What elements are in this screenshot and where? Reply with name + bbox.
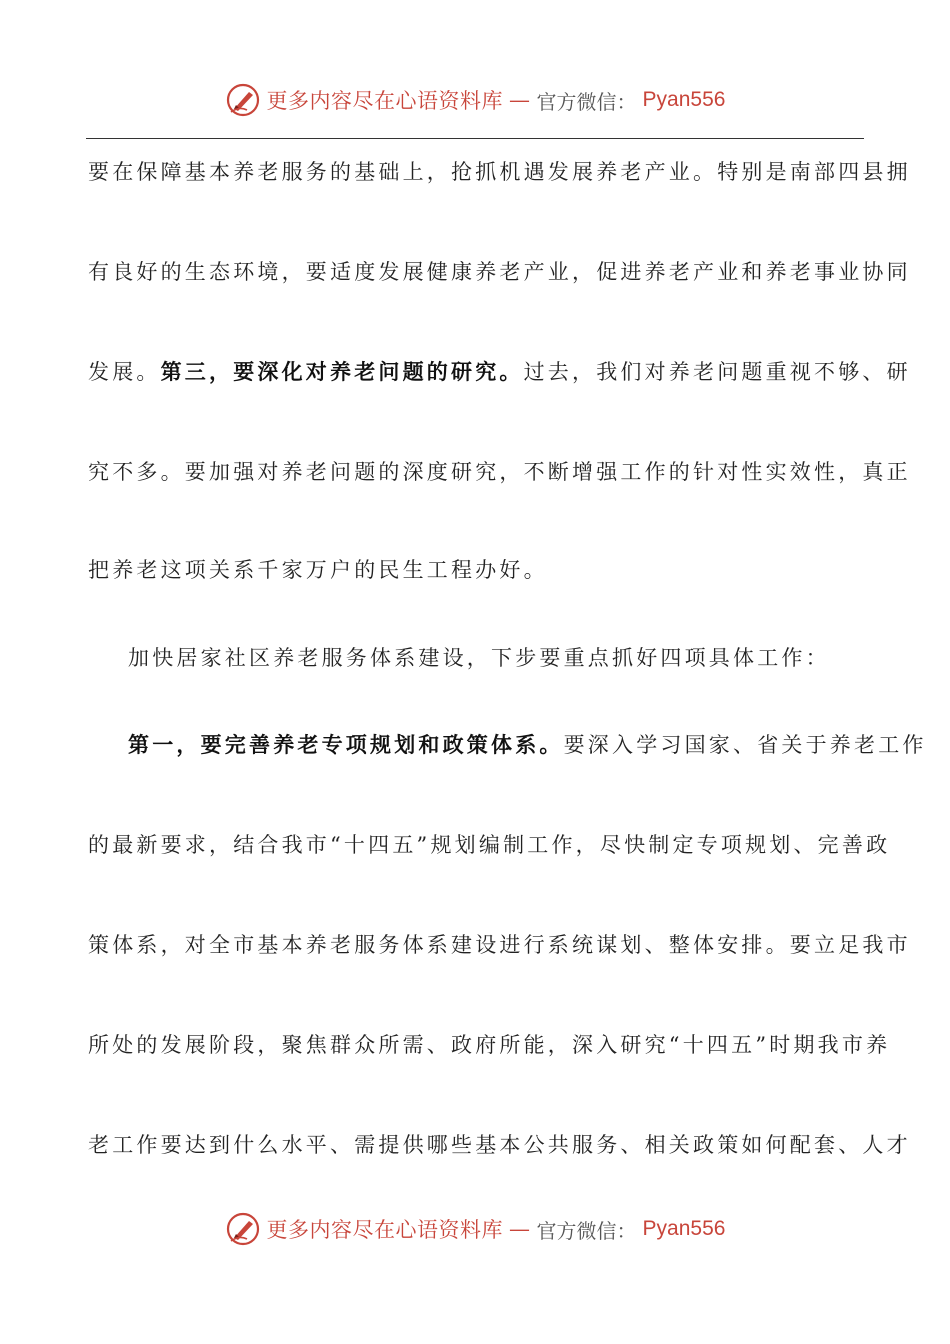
bold-heading-text: 第一，要完善养老专项规划和政策体系。 (128, 732, 564, 757)
bold-heading-text: 第三，要深化对养老问题的研究。 (160, 359, 524, 384)
watermark-site-text: 更多内容尽在心语资料库 (266, 89, 504, 113)
body-text: 要在保障基本养老服务的基础上，抢抓机遇发展养老产业。特别是南部四县拥 (88, 160, 911, 184)
text-line (88, 157, 911, 187)
body-text: 要深入学习国家、省关于养老工作 (563, 733, 927, 757)
text-line (88, 830, 891, 860)
text-line (88, 357, 911, 387)
body-text: 把养老这项关系千家万户的民生工程办好。 (88, 558, 548, 582)
watermark-contact-label: 官方微信： (536, 89, 637, 114)
pen-logo-icon (225, 82, 261, 118)
body-text: 过去，我们对养老问题重视不够、研 (523, 360, 911, 384)
body-text: 老工作要达到什么水平、需提供哪些基本公共服务、相关政策如何配套、人才 (88, 1133, 911, 1157)
text-line (88, 930, 911, 960)
watermark-contact-id: Pyan556 (642, 88, 726, 111)
header-divider (86, 138, 864, 139)
body-text: 加快居家社区养老服务体系建设，下步要重点抓好四项具体工作： (128, 646, 830, 670)
body-text: 有良好的生态环境，要适度发展健康养老产业，促进养老产业和养老事业协同 (88, 260, 911, 284)
text-line (88, 1130, 911, 1160)
body-text: 发展。 (88, 360, 161, 384)
watermark-dash: — (509, 88, 531, 112)
paragraph-intro-line (88, 643, 902, 673)
text-line (88, 1030, 891, 1060)
header-watermark (0, 82, 950, 118)
watermark-contact-label: 官方微信： (536, 1218, 637, 1243)
text-line (88, 457, 911, 487)
text-line (88, 257, 911, 287)
body-text: 究不多。要加强对养老问题的深度研究，不断增强工作的针对性实效性，真正 (88, 460, 911, 484)
watermark-dash: — (509, 1217, 531, 1241)
body-text: 策体系，对全市基本养老服务体系建设进行系统谋划、整体安排。要立足我市 (88, 933, 911, 957)
text-line (88, 555, 862, 585)
watermark-site-text: 更多内容尽在心语资料库 (266, 1218, 504, 1242)
paragraph-first-item-line (88, 730, 927, 760)
body-text: 所处的发展阶段，聚焦群众所需、政府所能，深入研究“十四五”时期我市养 (88, 1033, 891, 1057)
watermark-contact-id: Pyan556 (642, 1217, 726, 1240)
footer-watermark (0, 1211, 950, 1247)
pen-logo-icon (225, 1211, 261, 1247)
body-text: 的最新要求，结合我市“十四五”规划编制工作，尽快制定专项规划、完善政 (88, 833, 891, 857)
